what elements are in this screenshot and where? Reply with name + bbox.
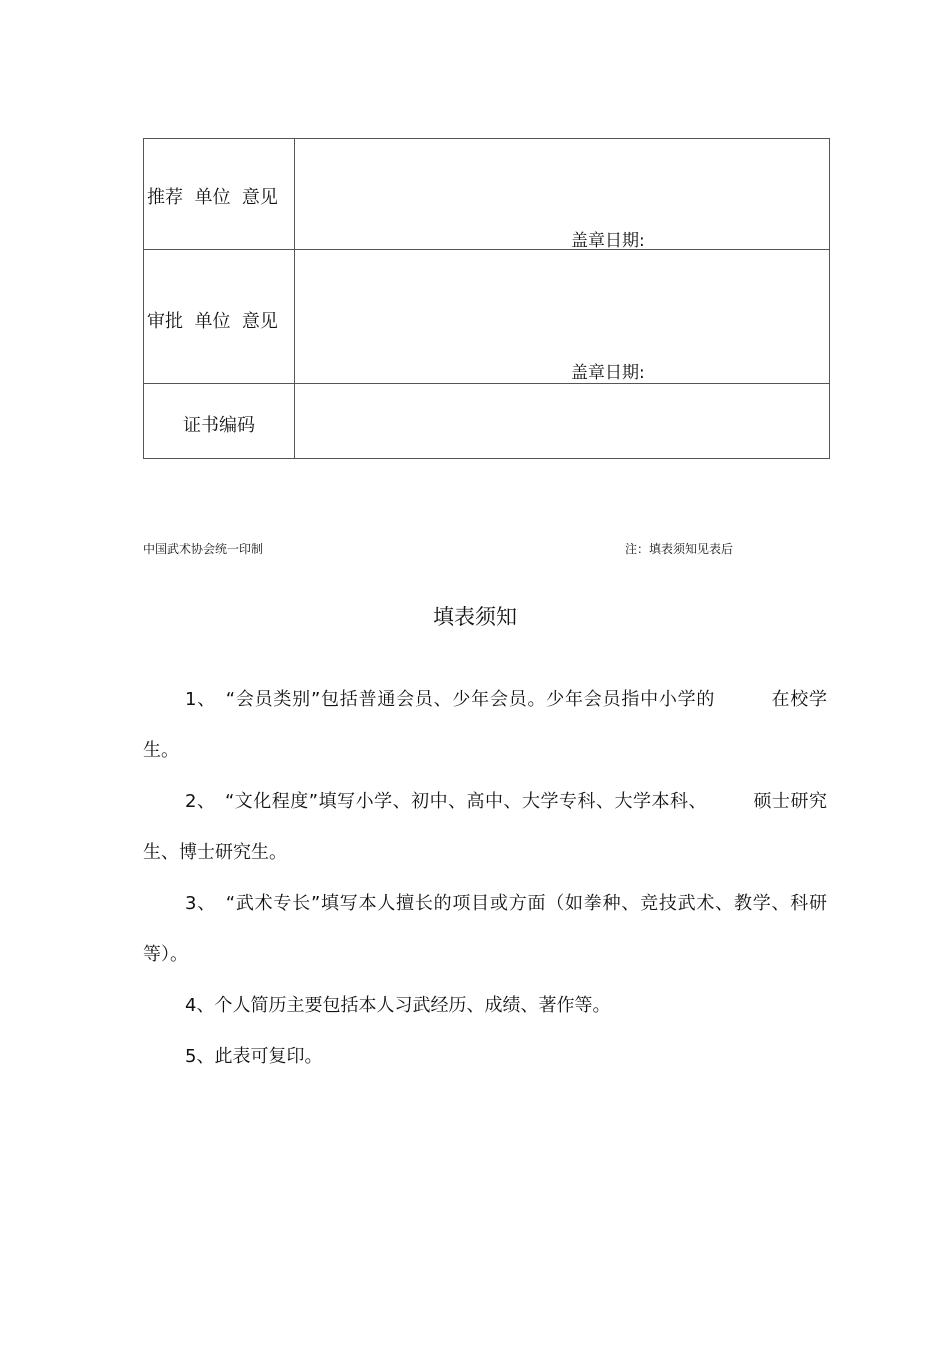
notice-item-text: “会员类别”包括普通会员、少年会员。少年会员指中小学的 在校学生。 bbox=[143, 689, 828, 761]
notice-item bbox=[143, 776, 827, 878]
recommend-opinion-label-cell bbox=[144, 139, 295, 250]
notice-item bbox=[143, 674, 827, 776]
notice-item-text: “文化程度”填写小学、初中、高中、大学专科、大学本科、 硕士研究生、博士研究生。 bbox=[143, 791, 827, 863]
approve-opinion-row bbox=[144, 250, 830, 384]
see-notice-note: 注：填表须知见表后 bbox=[625, 542, 734, 556]
notice-item-text: 此表可复印。 bbox=[214, 1046, 323, 1067]
recommend-opinion-field[interactable] bbox=[295, 139, 830, 250]
recommend-opinion-label: 推荐 单位 意见 bbox=[147, 187, 278, 208]
certificate-number-label-cell bbox=[144, 384, 295, 459]
notice-item-text: 个人简历主要包括本人习武经历、成绩、著作等。 bbox=[214, 995, 611, 1016]
printer-note: 中国武术协会统一印制 bbox=[143, 542, 264, 556]
approve-stamp-date-label: 盖章日期: bbox=[571, 363, 645, 383]
notice-list bbox=[143, 674, 827, 1082]
notice-item bbox=[143, 1031, 827, 1082]
certificate-number-field[interactable] bbox=[295, 384, 830, 459]
approve-opinion-label-cell bbox=[144, 250, 295, 384]
approve-opinion-field[interactable] bbox=[295, 250, 830, 384]
recommend-opinion-row bbox=[144, 139, 830, 250]
notice-item bbox=[143, 878, 827, 980]
notice-item bbox=[143, 980, 827, 1031]
approve-opinion-label: 审批 单位 意见 bbox=[147, 311, 278, 332]
notice-item-number: 1、 bbox=[185, 689, 207, 710]
notice-item-number: 4、 bbox=[185, 995, 215, 1016]
notice-item-text: “武术专长”填写本人擅长的项目或方面（如拳种、竞技武术、教学、科研等）。 bbox=[143, 893, 828, 965]
notice-title: 填表须知 bbox=[433, 605, 517, 629]
recommend-stamp-date-label: 盖章日期: bbox=[571, 231, 645, 251]
certificate-number-label: 证书编码 bbox=[183, 415, 255, 436]
certificate-number-row bbox=[144, 384, 830, 459]
approval-form-table bbox=[143, 138, 830, 459]
notice-item-number: 5、 bbox=[185, 1046, 215, 1067]
notice-item-number: 2、 bbox=[185, 791, 207, 812]
notice-item-number: 3、 bbox=[185, 893, 207, 914]
